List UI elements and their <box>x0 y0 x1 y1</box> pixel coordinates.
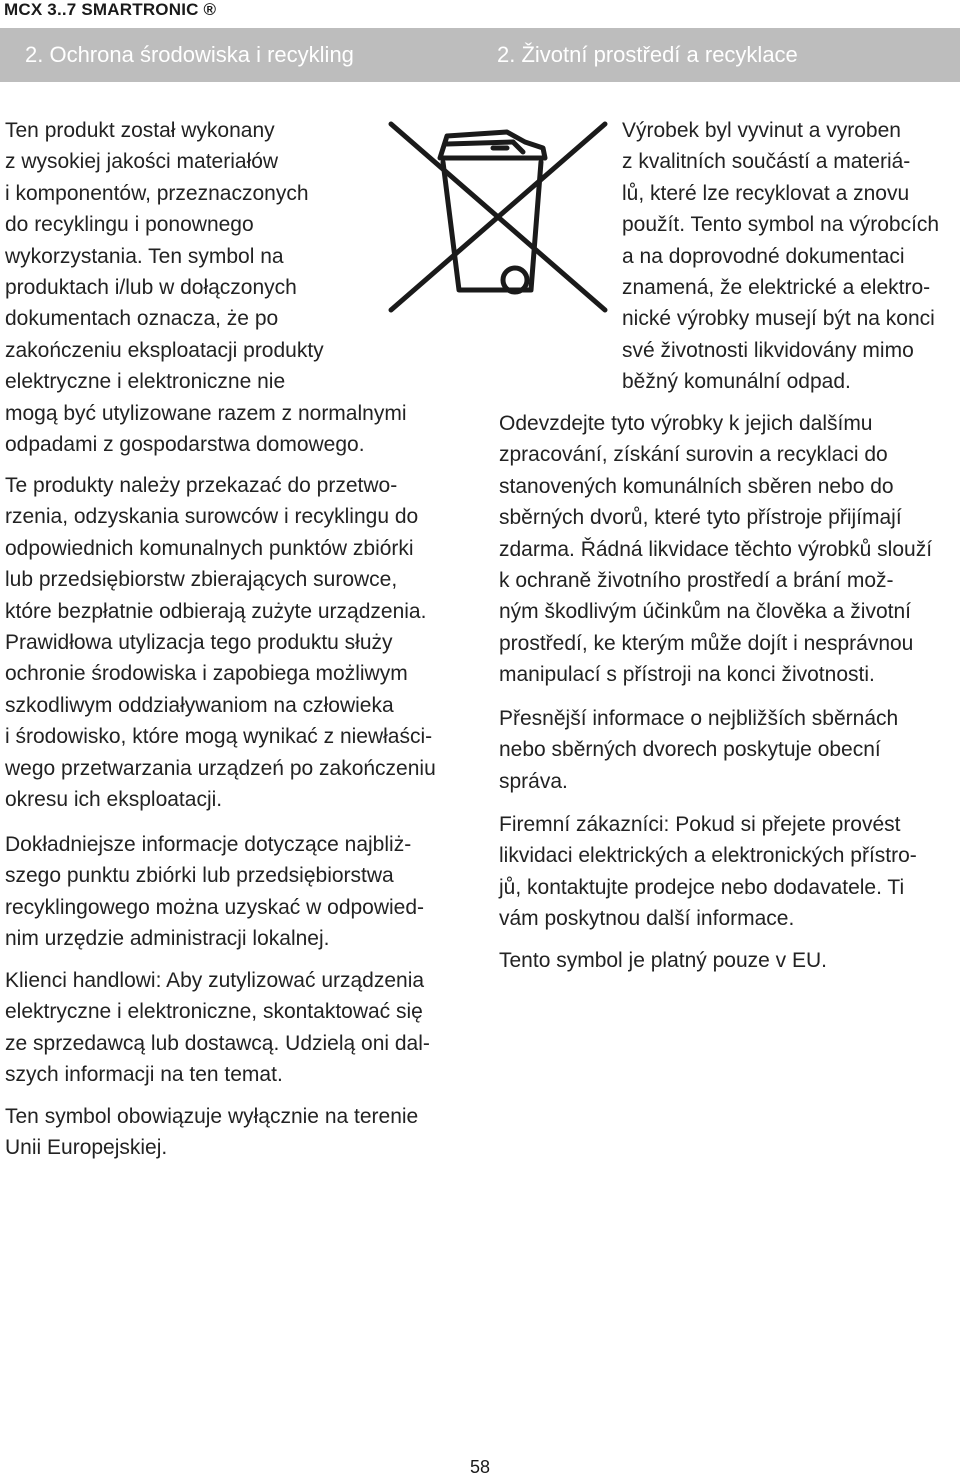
polish-paragraph-intro: Ten produkt został wykonany z wysokiej jakości materiałów i komponentów, przeznaczonych do recyklingu i ponownego wykorzystania. Ten symbol na produktach i/lub w dołączonych dokumentach oznacza, że po zakończeniu eksploatacji produkty elektryczne i elektroniczne nie mogą być utylizowane razem z normalnymi odpadami z gospodarstwa domowego. <box>5 119 407 457</box>
crossed-out-wheelie-bin-icon <box>385 118 611 316</box>
polish-paragraph-disposal: Te produkty należy przekazać do przetwo- rzenia, odzyskania surowców i recyklingu do odpowiednich komunalnych punktów zbiórki lub przedsiębiorstw zbierających surowce, które bezpłatnie odbierają zużyte urządzenia. Prawidłowa utylizacja tego produktu służy ochronie środowiska i zapobiega możliwym szkodliwym oddziaływaniom na człowieka i środowisko, które mogą wynikać z niewłaści- wego przetwarzania urządzeń po zakończeniu okresu ich eksploatacji. <box>5 474 436 812</box>
polish-paragraph-eu: Ten symbol obowiązuje wyłącznie na terenie Unii Europejskiej. <box>5 1105 419 1160</box>
czech-paragraph-info: Přesnější informace o nejbližších sběrnách nebo sběrných dvorech poskytuje obecní správа. <box>499 707 899 793</box>
czech-paragraph-disposal: Odevzdejte tyto výrobky k jejich dalšímu zpracování, získání surovin a recyklaci do stanovených komunálních sběren nebo do sběrných dvorů, které tyto přístroje přijímají zdarma. Řádná likvidace těchto výrobků slouží k ochraně životního prostředí a brání mož- ným škodlivým účinkům na člověka a životní prostředí, ke kterým může dojít i nesprávnou manipulací s přístroji na konci životnosti. <box>499 412 933 687</box>
section-title-czech: 2. Životní prostředí a recyklace <box>497 42 798 67</box>
section-header-band <box>0 28 960 82</box>
polish-paragraph-business: Klienci handlowi: Aby zutylizować urządzenia elektryczne i elektroniczne, skontaktować się ze sprzedawcą lub dostawcą. Udzielą oni dal- szych informacji na ten temat. <box>5 969 430 1087</box>
page-number: 58 <box>469 1457 491 1477</box>
czech-paragraph-business: Firemní zákazníci: Pokud si přejete provést likvidaci elektrických a elektronických přístro- jů, kontaktujte prodejce nebo dodavatele. Ti vám poskytnou další informace. <box>499 813 917 931</box>
polish-paragraph-info: Dokładniejsze informacje dotyczące najbliż- szego punktu zbiórki lub przedsiębiorstwa recyklingowego można uzyskać w odpowied- nim urzędzie administracji lokalnej. <box>5 833 425 951</box>
section-title-polish: 2. Ochrona środowiska i recykling <box>25 42 354 67</box>
czech-paragraph-eu: Tento symbol je platný pouze v EU. <box>499 949 828 972</box>
czech-paragraph-intro: Výrobek byl vyvinut a vyroben z kvalitních součástí a materiá- lů, které lze recyklovat a znovu použít. Tento symbol na výrobcích a na doprovodné dokumentaci znamená, že elektrické a elektro- nické výrobky musejí být na konci své životnosti likvidovány mimo běžný komunální odpad. <box>622 119 940 394</box>
header-model-name: MCX 3..7 SMARTRONIC ® <box>4 0 217 19</box>
